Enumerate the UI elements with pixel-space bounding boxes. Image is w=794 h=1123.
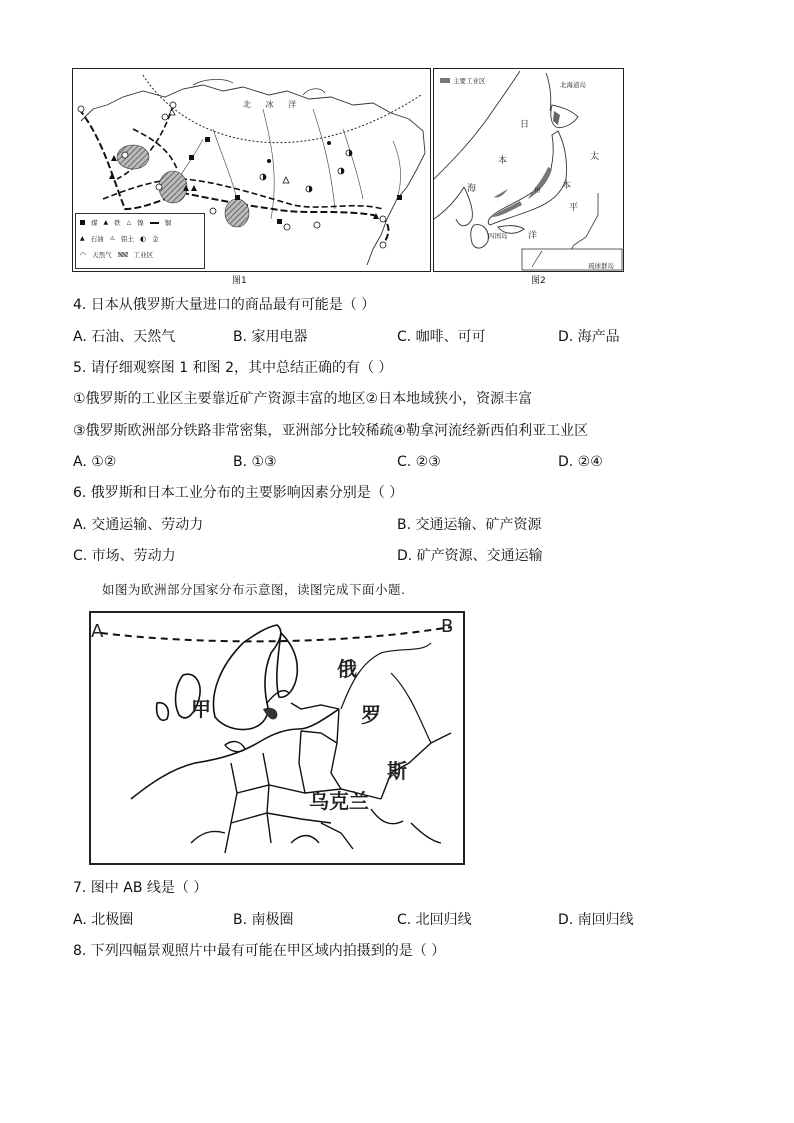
label-shu: 州 <box>534 186 541 194</box>
copper-legend-icon <box>150 222 159 224</box>
q5-option-b[interactable]: B. ①③ <box>233 454 277 470</box>
russia-label-si: 斯 <box>387 759 407 783</box>
legend-industrial-zone: 工业区 <box>133 251 154 259</box>
q4-option-d[interactable]: D. 海产品 <box>558 329 620 345</box>
shikoku-label: 四国岛 <box>488 232 508 240</box>
q5-option-d[interactable]: D. ②④ <box>558 454 603 470</box>
point-b-label: B <box>441 616 454 637</box>
industrial-zone-legend-icon <box>118 252 128 257</box>
region-jia-label: 甲 <box>191 697 211 721</box>
figure-1-legend <box>75 213 205 269</box>
q5-option-c[interactable]: C. ②③ <box>397 454 441 470</box>
q4-stem: 4. 日本从俄罗斯大量进口的商品最有可能是（ ） <box>73 297 376 313</box>
q6-option-b[interactable]: B. 交通运输、矿产资源 <box>397 517 542 533</box>
q6-option-c[interactable]: C. 市场、劳动力 <box>73 548 176 564</box>
q5-stem: 5. 请仔细观察图 1 和图 2，其中总结正确的有（ ） <box>73 360 393 376</box>
legend-bauxite: 铝土 <box>121 235 135 243</box>
q5-statement-line-1: ①俄罗斯的工业区主要靠近矿产资源丰富的地区②日本地域狭小，资源丰富 <box>73 391 533 407</box>
europe-map <box>89 611 465 865</box>
russia-label-luo: 罗 <box>361 703 381 727</box>
bauxite-legend-icon: ⚠ <box>109 235 116 242</box>
label-sea: 海 <box>467 184 477 194</box>
legend-iron: 铁 <box>114 219 121 227</box>
europe-map-drawing <box>91 613 463 863</box>
figure-1-caption: 图1 <box>232 276 247 286</box>
figure-2-japan-map <box>433 68 624 272</box>
oil-legend-icon: ▲ <box>80 235 85 242</box>
legend-main-industrial-zone: 主要工业区 <box>453 77 486 85</box>
nickel-legend-icon: △ <box>126 219 132 226</box>
q7-option-b[interactable]: B. 南极圈 <box>233 912 294 928</box>
natural-gas-legend-icon: ◠ <box>80 250 87 259</box>
legend-coal: 煤 <box>91 219 98 227</box>
q7-option-a[interactable]: A. 北极圈 <box>73 912 134 928</box>
legend-oil: 石油 <box>90 235 104 243</box>
label-hon: 本 <box>498 156 508 166</box>
q7-option-d[interactable]: D. 南回归线 <box>558 912 634 928</box>
legend-nickel: 镍 <box>137 219 144 227</box>
point-a-label: A <box>91 621 104 642</box>
europe-map-intro: 如图为欧洲部分国家分布示意图，读图完成下面小题. <box>102 582 406 597</box>
hokkaido-label: 北海道岛 <box>560 81 586 89</box>
arctic-ocean-label: 北 冰 洋 <box>243 100 303 109</box>
russia-label-e: 俄 <box>337 657 357 681</box>
figure-1-russia-map <box>72 68 431 272</box>
label-tai: 太 <box>590 152 600 162</box>
q4-option-c[interactable]: C. 咖啡、可可 <box>397 329 486 345</box>
q5-statement-line-2: ③俄罗斯欧洲部分铁路非常密集，亚洲部分比较稀疏④勒拿河流经新西伯利亚工业区 <box>73 423 589 439</box>
label-nichi: 日 <box>520 120 530 130</box>
q6-stem: 6. 俄罗斯和日本工业分布的主要影响因素分别是（ ） <box>73 485 404 501</box>
figure-2-caption: 图2 <box>531 276 546 286</box>
q6-option-d[interactable]: D. 矿产资源、交通运输 <box>397 548 543 564</box>
legend-gold: 金 <box>152 235 159 243</box>
ukraine-label: 乌克兰 <box>309 789 369 813</box>
label-hon-2: 本 <box>562 181 572 191</box>
industrial-zone-fill-icon <box>440 78 450 83</box>
legend-natural-gas: 天然气 <box>92 251 112 259</box>
q5-option-a[interactable]: A. ①② <box>73 454 117 470</box>
q8-stem: 8. 下列四幅景观照片中最有可能在甲区域内拍摄到的是（ ） <box>73 943 446 959</box>
q4-option-b[interactable]: B. 家用电器 <box>233 329 308 345</box>
q7-option-c[interactable]: C. 北回归线 <box>397 912 472 928</box>
ryukyu-label: 琉球群岛 <box>588 262 614 270</box>
coal-legend-icon <box>80 220 85 225</box>
label-ping: 平 <box>569 203 579 213</box>
label-yang: 洋 <box>528 231 538 241</box>
q6-option-a[interactable]: A. 交通运输、劳动力 <box>73 517 204 533</box>
gold-legend-icon: ◐ <box>140 234 147 243</box>
q7-stem: 7. 图中 AB 线是（ ） <box>73 880 208 896</box>
legend-copper: 铜 <box>164 219 172 227</box>
iron-legend-icon: ▲ <box>103 219 109 226</box>
q4-option-a[interactable]: A. 石油、天然气 <box>73 329 176 345</box>
figure-2-legend <box>440 76 486 85</box>
